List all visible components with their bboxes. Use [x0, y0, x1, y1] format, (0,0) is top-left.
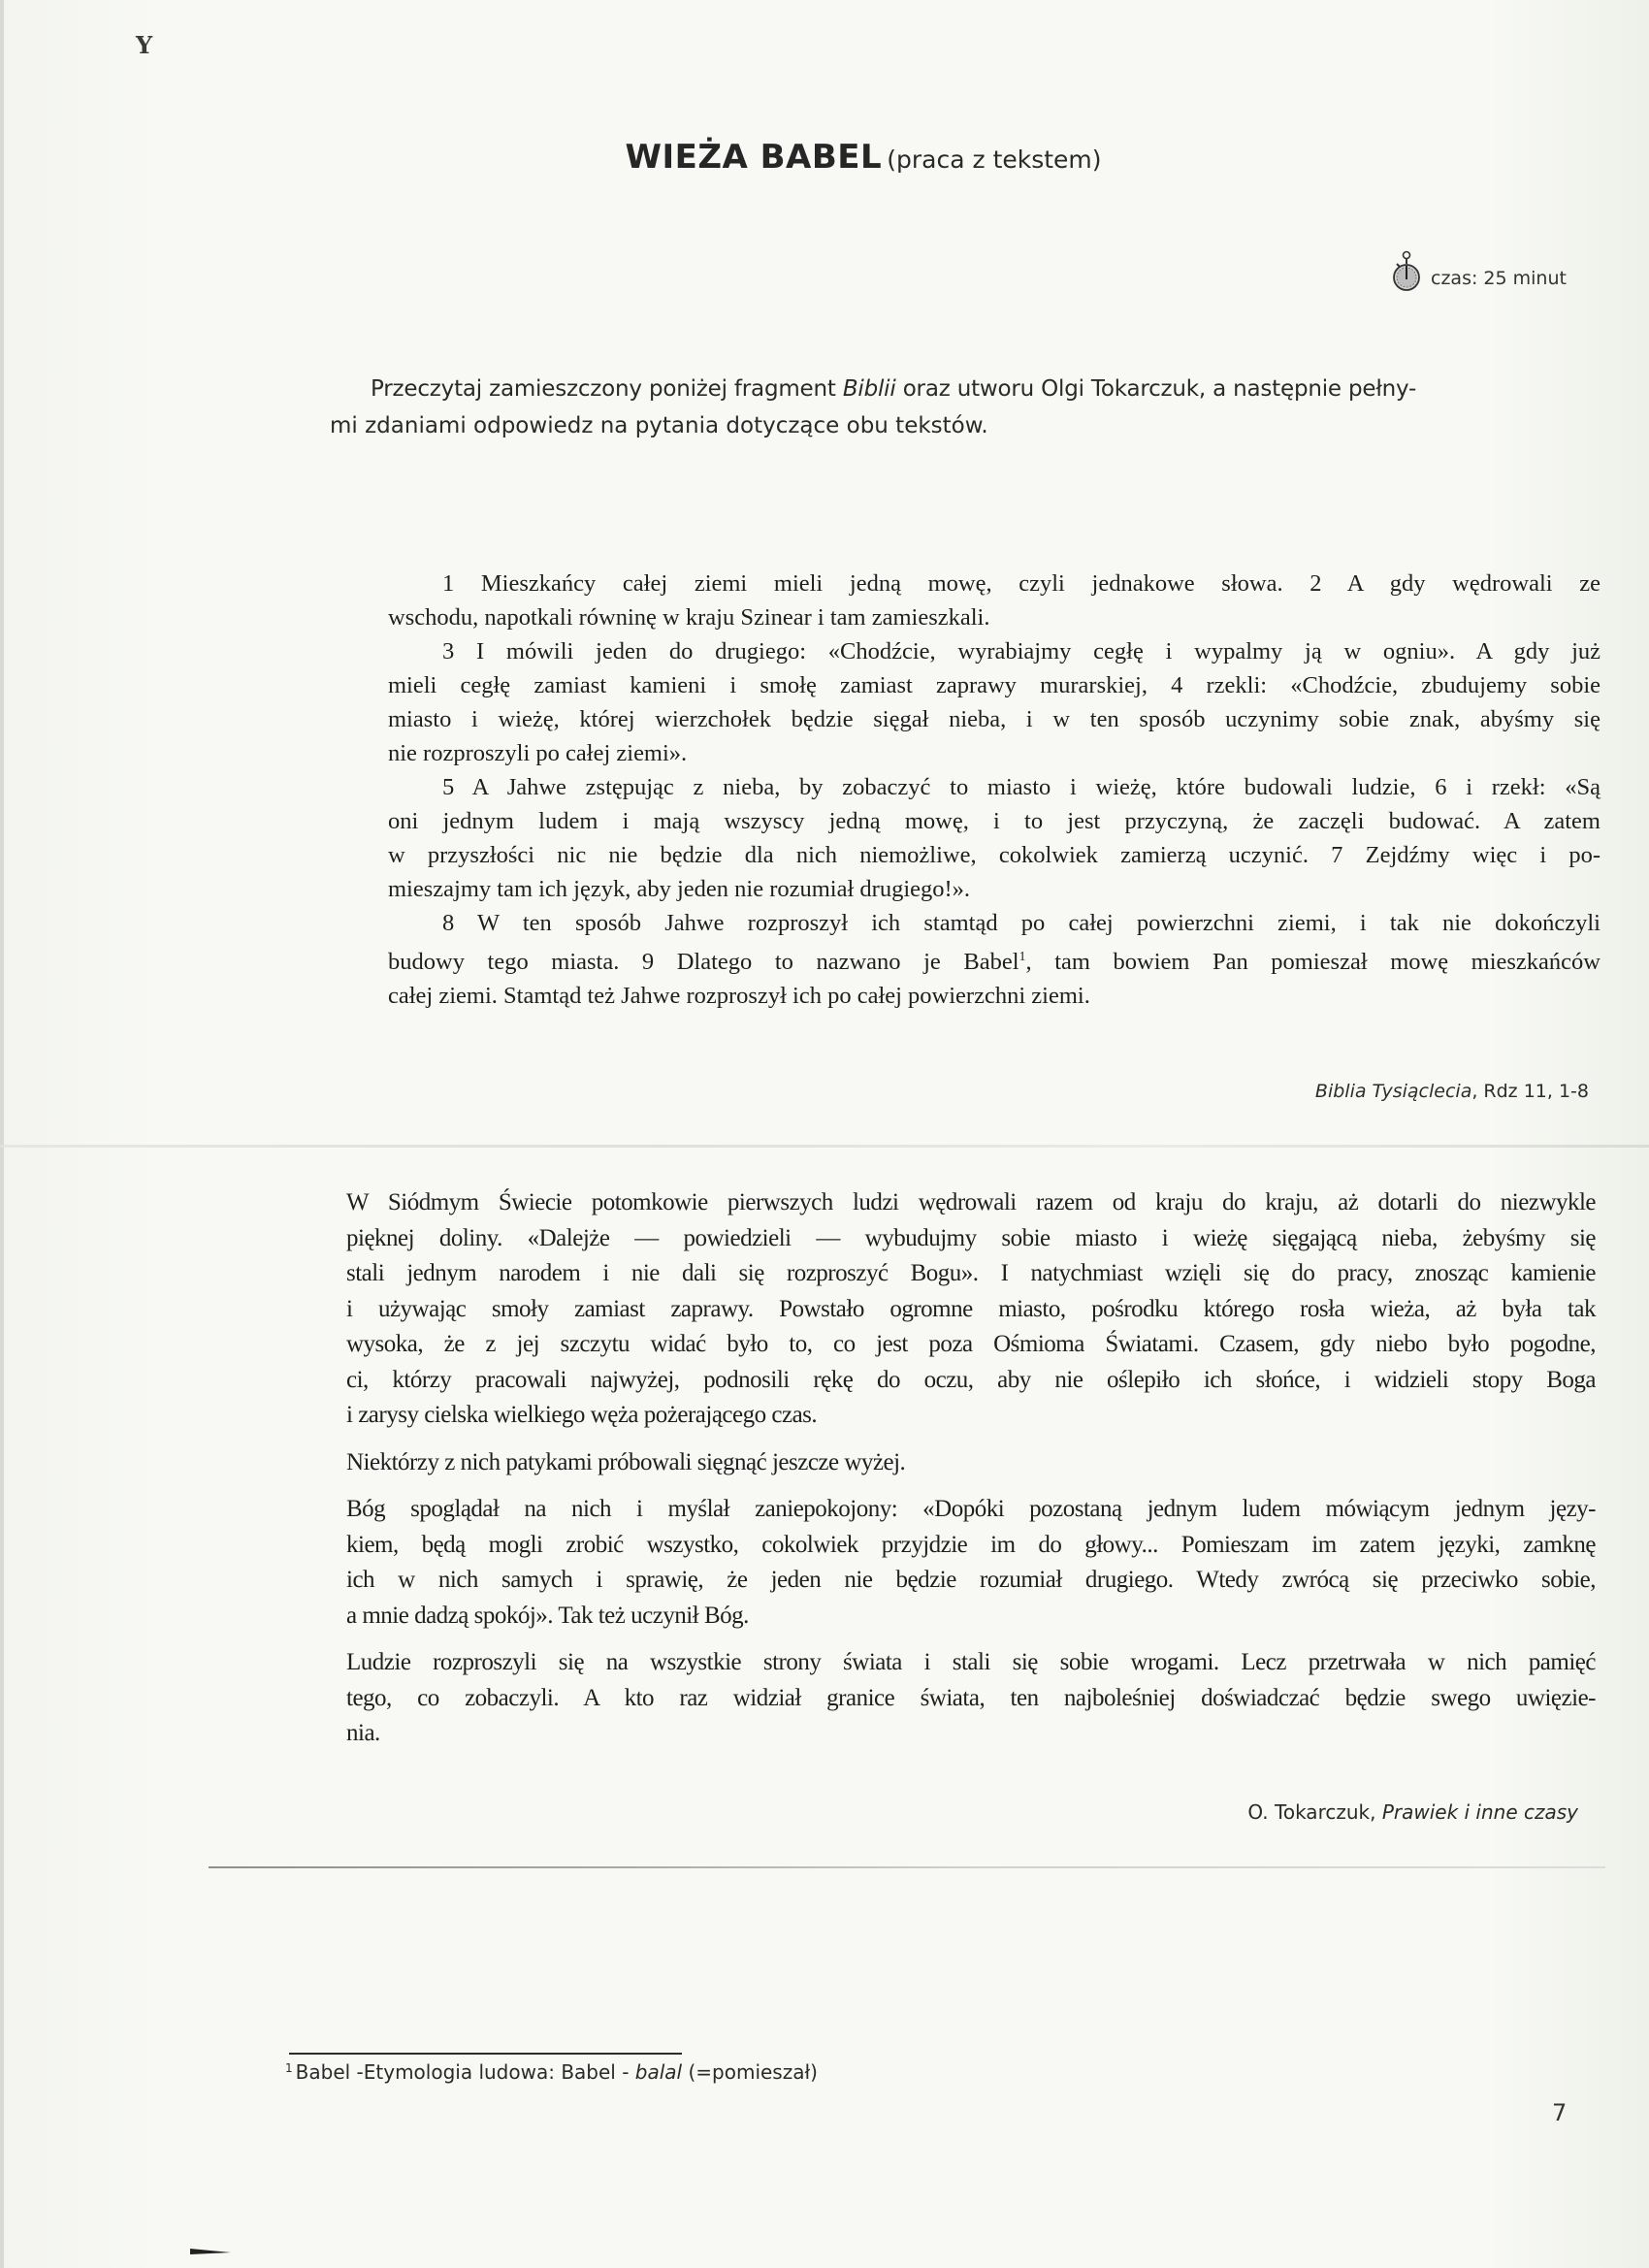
- bible-line: 5 A Jahwe zstępując z nieba, by zobaczyć to miasto i wieżę, które budowali ludzie, 6 i rzekł: «Są: [442, 774, 1600, 800]
- time-label: czas: 25 minut: [1431, 268, 1567, 289]
- bible-line: wschodu, napotkali równinę w kraju Szinear i tam zamieszkali.: [388, 604, 990, 631]
- bible-line: nie rozproszyli po całej ziemi».: [388, 740, 688, 766]
- instructions-bible-italic: Biblii: [842, 376, 896, 402]
- footnote-text: Babel -Etymologia ludowa: Babel -: [295, 2060, 635, 2084]
- time-limit: [1392, 244, 1567, 293]
- tokarczuk-source-author: O. Tokarczuk,: [1247, 1800, 1382, 1824]
- tokarczuk-paragraph-2: [346, 1445, 1596, 1481]
- footnote: [285, 2060, 818, 2084]
- tok-line: i używając smoły zamiast zaprawy. Powstało ogromne miasto, pośrodku którego rosła wieża, aż była tak: [346, 1295, 1596, 1322]
- footnote-rule: [289, 2053, 682, 2055]
- instructions-text: Przeczytaj zamieszczony poniżej fragment: [371, 376, 843, 402]
- instructions: [330, 371, 1610, 444]
- bible-line: mieszajmy tam ich język, aby jeden nie rozumiał drugiego!».: [388, 876, 971, 902]
- tokarczuk-paragraph-4: [346, 1645, 1596, 1752]
- instructions-line-1: [330, 371, 1610, 407]
- section-divider: [209, 1866, 1605, 1868]
- title-main: WIEŻA BABEL: [625, 138, 883, 177]
- tok-line: a mnie dadzą spokój». Tak też uczynił Bóg.: [346, 1602, 749, 1629]
- tok-line: nia.: [346, 1720, 380, 1746]
- bible-line: mieli cegłę zamiast kamieni i smołę zamiast zaprawy murarskiej, 4 rzekli: «Chodźcie, zbudujemy sobie: [388, 672, 1600, 698]
- tok-line: Ludzie rozproszyli się na wszystkie strony świata i stali się sobie wrogami. Lecz przetrwała w nich pamięć: [346, 1649, 1596, 1675]
- bible-source-title: Biblia Tysiąclecia: [1314, 1081, 1472, 1102]
- scan-edge: [0, 0, 4, 2268]
- tok-line: wysoka, że z jej szczytu widać było to, co jest poza Ośmioma Światami. Czasem, gdy niebo było pogodne,: [346, 1331, 1596, 1357]
- footnote-text: (=pomieszał): [682, 2060, 818, 2084]
- bible-source: [1067, 1081, 1589, 1102]
- footnote-italic: balal: [634, 2060, 683, 2084]
- corner-scan-mark: Y: [136, 31, 153, 59]
- tokarczuk-source: [1067, 1800, 1578, 1824]
- page-number: 7: [1552, 2099, 1568, 2126]
- tok-line: pięknej doliny. «Dalejże — powiedzieli — wybudujmy sobie miasto i wieżę sięgającą nieba, żebyśmy się: [346, 1224, 1596, 1251]
- title-subtitle: (praca z tekstem): [887, 146, 1102, 174]
- bible-excerpt: [388, 567, 1600, 1013]
- bible-source-chapter: , Rdz 11, 1-8: [1471, 1081, 1589, 1102]
- bible-line: oni jednym ludem i mają wszyscy jedną mowę, i to jest przyczyną, że zaczęli budować. A zatem: [388, 808, 1600, 834]
- bible-text: , tam bowiem Pan pomieszał mowę mieszkańców: [1025, 949, 1600, 976]
- tok-line: W Siódmym Świecie potomkowie pierwszych ludzi wędrowali razem od kraju do kraju, aż dotarli do niezwykle: [346, 1189, 1596, 1215]
- stopwatch-icon: [1392, 250, 1421, 293]
- tok-line: ci, którzy pracowali najwyżej, podnosili rękę do oczu, aby nie oślepiło ich słońce, i widzieli stopy Boga: [346, 1366, 1596, 1393]
- tokarczuk-paragraph-1: [346, 1185, 1596, 1434]
- bible-line: [388, 940, 1600, 979]
- bible-line: całej ziemi. Stamtąd też Jahwe rozproszył ich po całej powierzchni ziemi.: [388, 983, 1090, 1010]
- tok-line: ich w nich samych i sprawię, że jeden nie będzie rozumiał drugiego. Wtedy zwrócą się przeciwko sobie,: [346, 1567, 1596, 1593]
- bible-line: w przyszłości nic nie będzie dla nich niemożliwe, cokolwiek zamierzą uczynić. 7 Zejdźmy więc i po-: [388, 842, 1600, 868]
- footnote-marker: 1: [1018, 950, 1026, 964]
- paper-fold: [0, 1145, 1649, 1148]
- bible-line: 1 Mieszkańcy całej ziemi mieli jedną mowę, czyli jednakowe słowa. 2 A gdy wędrowali ze: [442, 570, 1600, 597]
- bible-line: 3 I mówili jeden do drugiego: «Chodźcie, wyrabiajmy cegłę i wypalmy ją w ogniu». A gdy już: [442, 638, 1600, 664]
- instructions-line-2: mi zdaniami odpowiedz na pytania dotyczące obu tekstów.: [330, 413, 988, 438]
- bible-text: budowy tego miasta. 9 Dlatego to nazwano je Babel: [388, 949, 1019, 976]
- footnote-number: 1: [285, 2061, 293, 2075]
- bible-line: 8 W ten sposób Jahwe rozproszył ich stamtąd po całej powierzchni ziemi, i tak nie dokończyli: [442, 910, 1600, 936]
- tok-line: kiem, będą mogli zrobić wszystko, cokolwiek przyjdzie im do głowy... Pomieszam im zatem języki, zamknę: [346, 1531, 1596, 1558]
- tok-line: stali jednym narodem i nie dali się rozproszyć Bogu». I natychmiast wzięli się do pracy, znosząc kamienie: [346, 1260, 1596, 1286]
- tok-line: i zarysy cielska wielkiego węża pożerającego czas.: [346, 1402, 818, 1428]
- page-title: [0, 138, 1649, 177]
- tok-line: Niektórzy z nich patykami próbowali sięgnąć jeszcze wyżej.: [346, 1448, 906, 1475]
- tok-line: Bóg spoglądał na nich i myślał zaniepokojony: «Dopóki pozostaną jednym ludem mówiącym jednym języ-: [346, 1496, 1596, 1522]
- tokarczuk-source-title: Prawiek i inne czasy: [1381, 1800, 1578, 1824]
- tok-line: tego, co zobaczyli. A kto raz widział granice świata, ten najboleśniej doświadczać będzie swego uwięzie-: [346, 1684, 1596, 1711]
- instructions-text: oraz utworu Olgi Tokarczuk, a następnie pełny-: [895, 376, 1417, 402]
- scan-mark: [190, 2249, 231, 2254]
- tokarczuk-excerpt: [346, 1185, 1596, 1764]
- tokarczuk-paragraph-3: [346, 1492, 1596, 1634]
- bible-line: miasto i wieżę, której wierzchołek będzie sięgał nieba, i w ten sposób uczynimy sobie znak, abyśmy się: [388, 706, 1600, 732]
